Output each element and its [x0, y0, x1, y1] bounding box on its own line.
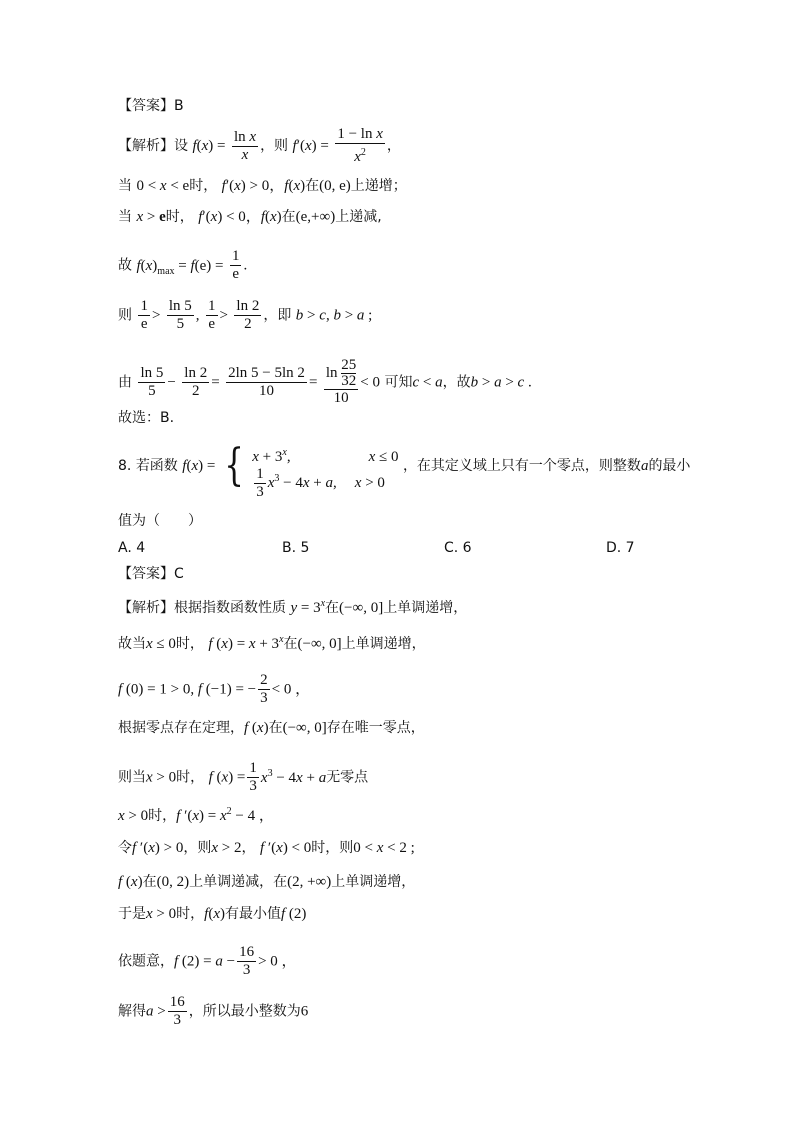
- q8-question-cont: 值为（ ）: [118, 513, 202, 529]
- q8-answer: 【答案】C: [118, 566, 184, 582]
- fraction: $\frac{\text{1 − ln x}}{x^2}$: [337, 126, 383, 165]
- fraction: $\frac{\text{ln x}}{x}$: [233, 128, 257, 163]
- option-c: C. 6: [444, 540, 472, 556]
- q8-line4: 根据零点存在定理，f (x)在(−∞, 0]存在唯一零点，: [118, 720, 425, 736]
- analysis-label: 【解析】: [118, 138, 174, 154]
- q8-line10: 依题意，f (2) = a − $\frac{16}{3}$ > 0 ，: [118, 944, 297, 978]
- left-brace: {: [223, 440, 244, 491]
- q7-line3: 当 x > e时， f′(x) < 0，f(x)在(e,+∞)上递减,: [118, 209, 382, 225]
- q8-line3: f (0) = 1 > 0, f (−1) = − $\frac{2}{3}$ < 0 ，: [118, 672, 311, 706]
- option-a: A. 4: [118, 540, 146, 556]
- q8-line8: f (x)在(0, 2)上单调递减，在(2, +∞)上单调递增，: [118, 874, 416, 890]
- q8-line2: 故当x ≤ 0时， f $(x) = x + 3^x$在(−∞, 0]上单调递增，: [118, 634, 426, 652]
- q8-line9: 于是x > 0时，f(x)有最小值f (2): [118, 906, 307, 922]
- q8-line7: 令f ′(x) > 0，则x > 2， f ′(x) < 0时，则0 < x < 2 ;: [118, 840, 415, 856]
- option-b: B. 5: [282, 540, 310, 556]
- q7-line5: 则 $\frac{1}{e}$ > $\frac{\ln 5}{5}$ , $\frac{1}{e}$ > $\frac{\ln 2}{2}$ ，即 b > c, b > a ;: [118, 298, 373, 332]
- q8-question: 8. 若函数 f(x) = { $x + 3^x$, x ≤ 0 $\frac{1}{3}$ $x^3 - 4x + a$, x > 0 ，在其定义域上只有一个零点，则整数a的最小: [118, 440, 691, 501]
- q7-analysis-line1: 【解析】设 f(x) = $\frac{\text{ln x}}{x}$ ，则 f′(x) = $\frac{\text{1 − ln x}}{x^2}$ ，: [118, 126, 401, 165]
- q7-line4: 故 $f(x)_{max} = f(e)$ = $\frac{1}{e}$ .: [118, 248, 248, 282]
- q8-line11: 解得a > $\frac{16}{3}$ ，所以最小整数为6: [118, 994, 309, 1028]
- fraction: $\frac{1}{e}$: [231, 248, 240, 282]
- q8-line5: 则当x > 0时， f (x) = $\frac{1}{3}$ $x^3 - 4x + a$无零点: [118, 760, 369, 794]
- option-d: D. 7: [606, 540, 635, 556]
- q8-line6: x > 0时，f $'(x) = x^2 - 4$ ，: [118, 806, 274, 824]
- q7-select: 故选：B.: [118, 410, 175, 426]
- q7-line6: 由 $\frac{\ln 5}{5}$ − $\frac{\ln 2}{2}$ = $\frac{2\ln 5 - 5\ln 2}{10}$ = ln $\frac{25}{32}$ 10 < 0 可知c < a，故b > a > c .: [118, 357, 532, 406]
- piecewise: $x + 3^x$, x ≤ 0 $\frac{1}{3}$ $x^3 - 4x + a$, x > 0: [252, 447, 399, 501]
- q8-analysis-line1: 【解析】根据指数函数性质 $y = 3^x$在(−∞, 0]上单调递增，: [118, 598, 468, 616]
- math: f: [192, 138, 197, 154]
- q7-answer: 【答案】B: [118, 98, 184, 114]
- q7-line2: 当 0 < x < e时， f′(x) > 0，f(x)在(0, e)上递增；: [118, 178, 407, 194]
